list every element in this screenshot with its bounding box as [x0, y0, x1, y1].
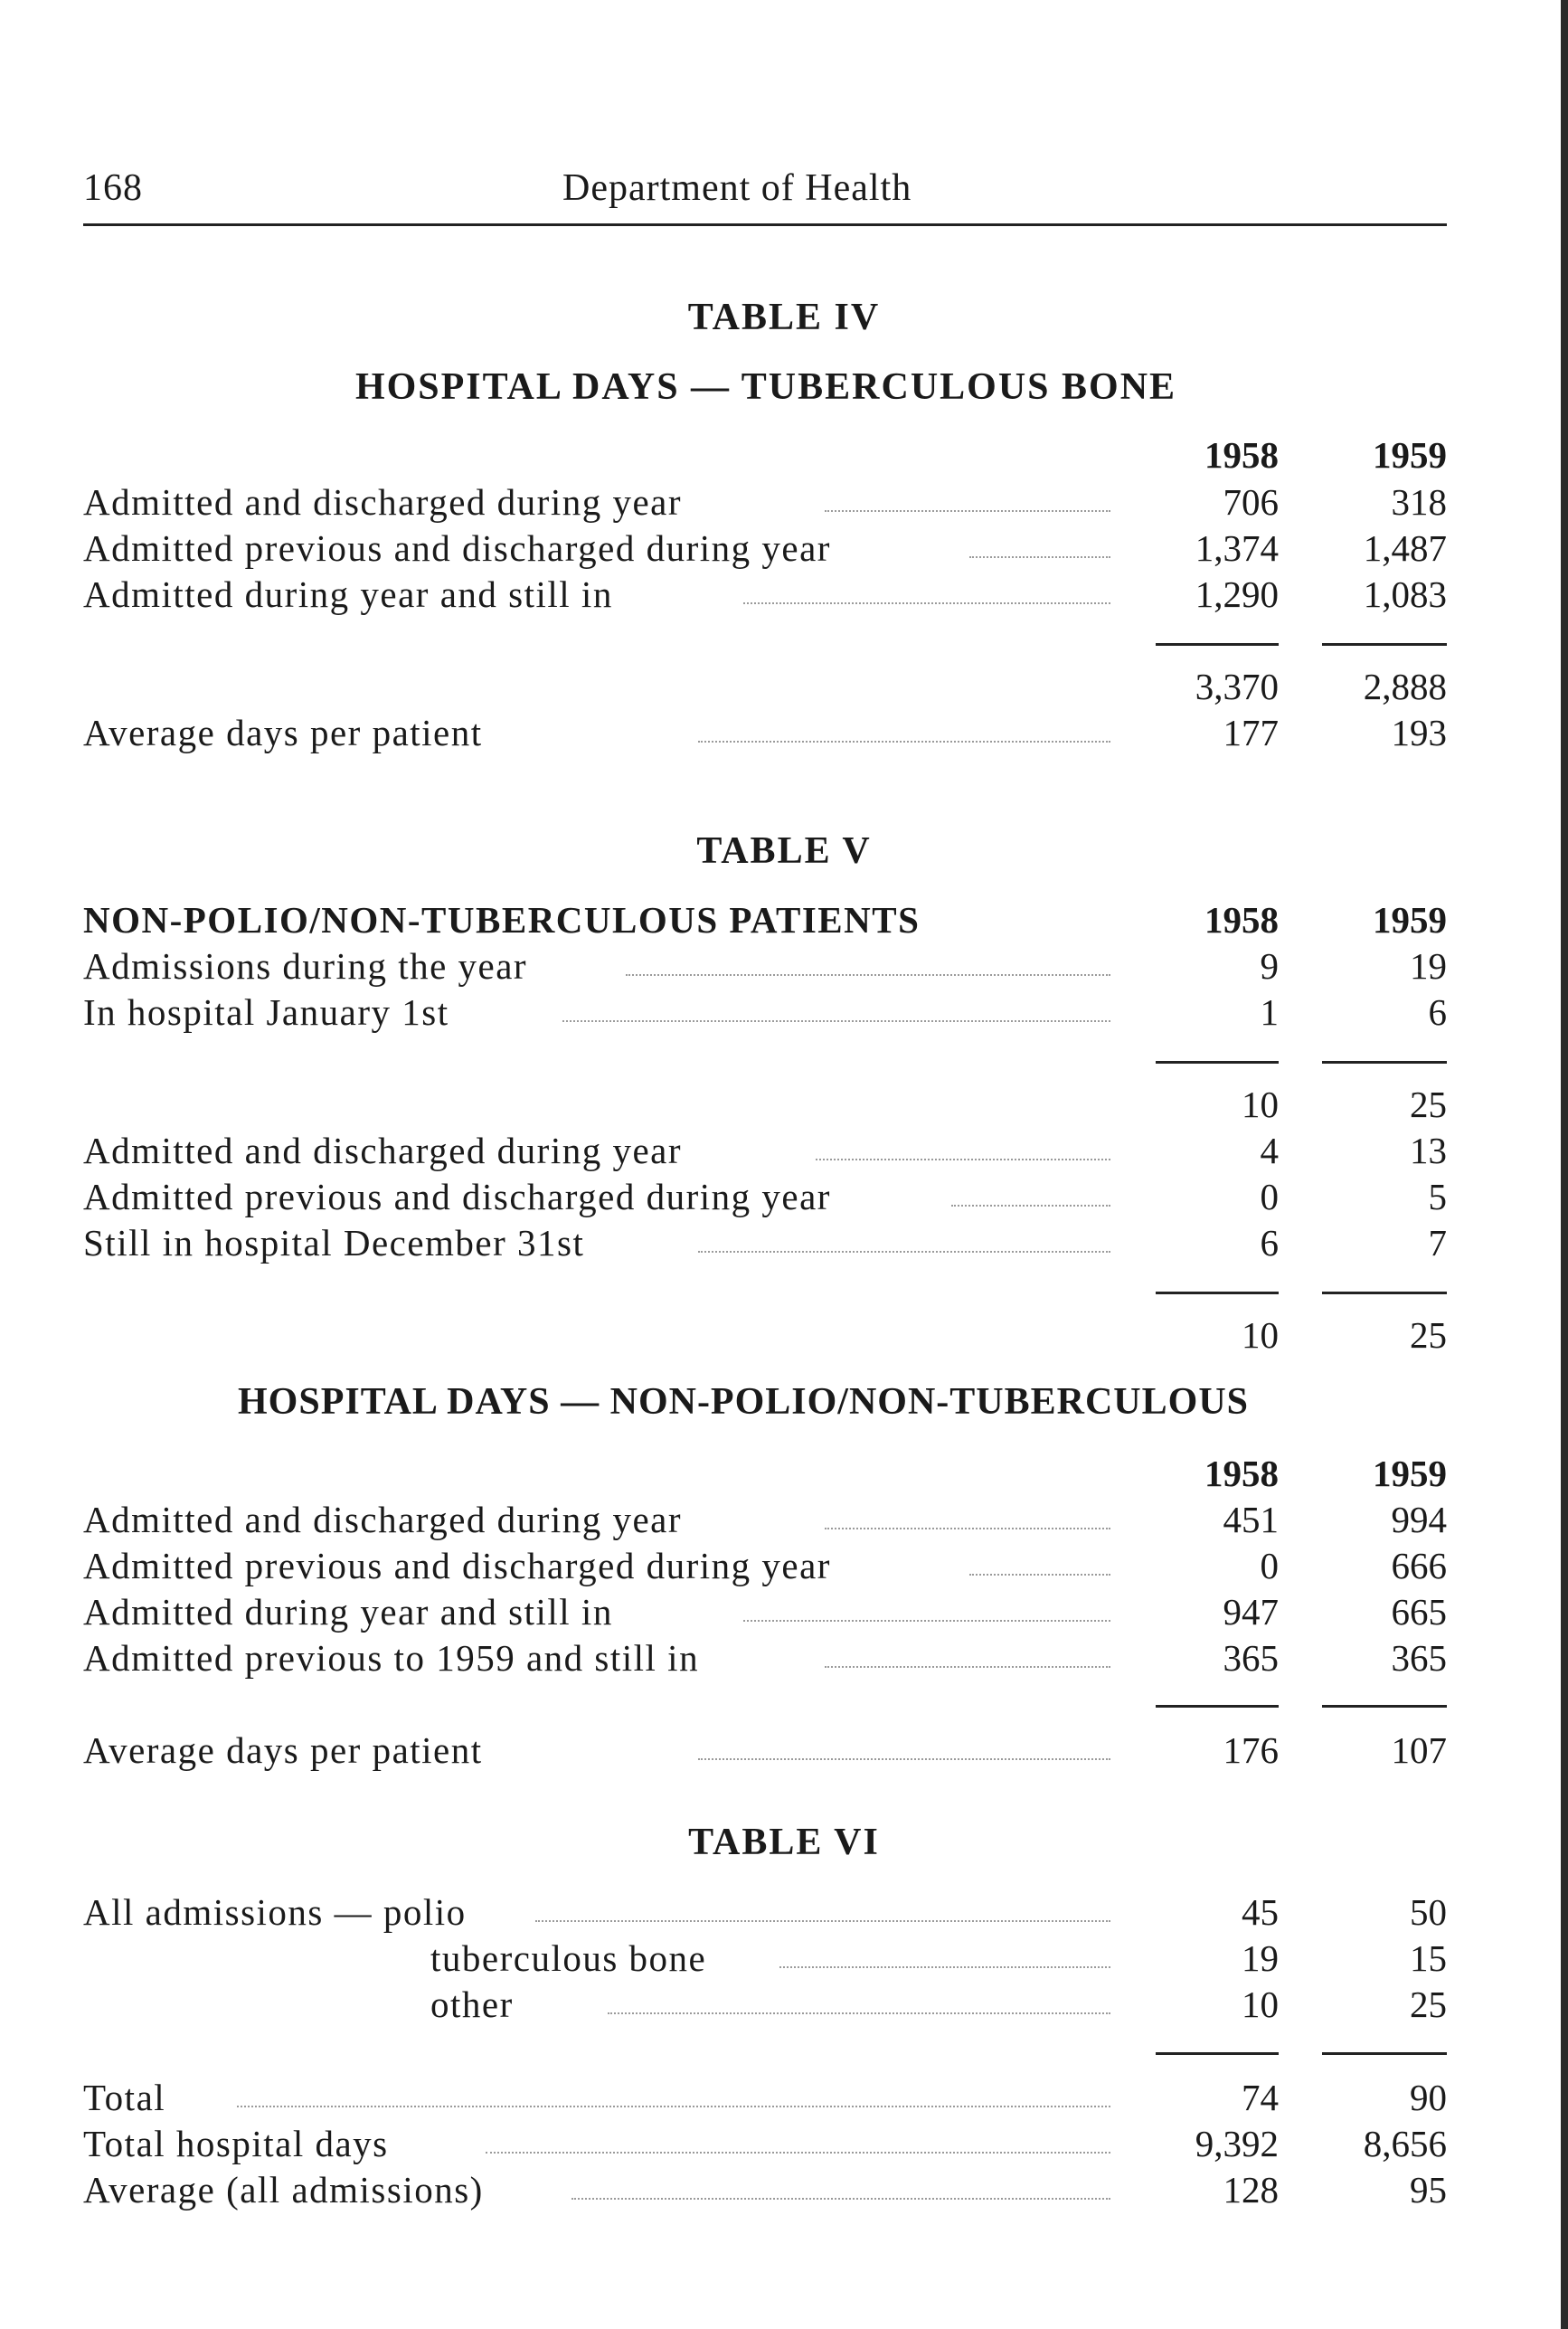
row-label: Average days per patient: [83, 1729, 483, 1771]
leader-dots: [698, 1758, 1110, 1760]
value-1959: 50: [1410, 1891, 1447, 1933]
value-1958: 177: [1223, 712, 1279, 753]
leader-dots: [535, 1920, 1110, 1922]
leader-dots: [969, 1574, 1110, 1576]
value-1959: 7: [1428, 1222, 1447, 1264]
sum-rule: [1322, 1705, 1447, 1708]
value-1958: 4: [1260, 1130, 1279, 1171]
sum-rule: [1322, 1292, 1447, 1294]
leader-dots: [571, 2198, 1110, 2200]
total-1958: 3,370: [1195, 666, 1279, 707]
table-row: [83, 1129, 1447, 1174]
leader-dots: [816, 1159, 1110, 1160]
value-1958: 10: [1242, 1983, 1279, 2025]
table-iv-subtitle: HOSPITAL DAYS — TUBERCULOUS BONE: [354, 366, 1177, 408]
table-row: [83, 1936, 1447, 1982]
value-1958: 947: [1223, 1591, 1279, 1633]
table-row: [83, 480, 1447, 525]
total-row: [83, 2076, 1447, 2121]
value-1959: 19: [1410, 945, 1447, 987]
hospital-days-nonpolio-title: HOSPITAL DAYS — NON-POLIO/NON-TUBERCULOUS: [238, 1381, 1250, 1423]
sum-rule: [1322, 643, 1447, 646]
row-label: All admissions — polio: [83, 1891, 467, 1933]
year-1959: 1959: [1373, 434, 1447, 476]
value-1958: 128: [1223, 2169, 1279, 2211]
table-v-heading: NON-POLIO/NON-TUBERCULOUS PATIENTS: [83, 899, 921, 941]
average-row: [83, 711, 1447, 756]
row-label: Admitted during year and still in: [83, 1591, 613, 1633]
leader-dots: [698, 1251, 1110, 1253]
leader-dots: [698, 741, 1110, 743]
sum-rule: [1156, 2052, 1279, 2055]
row-label: Average days per patient: [83, 712, 483, 753]
leader-dots: [743, 602, 1110, 604]
row-label: other: [430, 1983, 514, 2025]
row-label: Admitted and discharged during year: [83, 1130, 683, 1171]
leader-dots: [608, 2012, 1110, 2014]
page-number: 168: [83, 167, 143, 209]
total-1959: 25: [1410, 1314, 1447, 1356]
table-iv-title: TABLE IV: [687, 297, 881, 338]
row-label: Admitted and discharged during year: [83, 481, 683, 523]
table-v-title: TABLE V: [696, 830, 872, 872]
table-row: [83, 2168, 1447, 2213]
value-1958: 706: [1223, 481, 1279, 523]
subtotal-1959: 25: [1410, 1084, 1447, 1125]
year-1958: 1958: [1204, 1453, 1279, 1494]
value-1958: 6: [1260, 1222, 1279, 1264]
value-1959: 8,656: [1363, 2123, 1447, 2164]
table-row: [83, 1590, 1447, 1635]
page-edge-shadow: [1561, 0, 1568, 2329]
table-iv-year-header: [83, 433, 1447, 478]
leader-dots: [825, 1528, 1110, 1529]
value-1959: 5: [1428, 1176, 1447, 1217]
value-1958: 365: [1223, 1637, 1279, 1679]
value-1958: 176: [1223, 1729, 1279, 1771]
row-label: Total: [83, 2077, 166, 2118]
value-1959: 193: [1391, 712, 1447, 753]
leader-dots: [237, 2106, 1110, 2107]
value-1958: 451: [1223, 1499, 1279, 1540]
value-1958: 45: [1242, 1891, 1279, 1933]
row-label: Admitted during year and still in: [83, 573, 613, 615]
sum-rule: [1156, 643, 1279, 646]
value-1959: 15: [1410, 1937, 1447, 1979]
total-1958: 10: [1242, 1314, 1279, 1356]
value-1959: 107: [1391, 1729, 1447, 1771]
table-row: [83, 1983, 1447, 2028]
table-row: [83, 1544, 1447, 1589]
table-row: [83, 944, 1447, 989]
total-row: [83, 665, 1447, 710]
leader-dots: [969, 556, 1110, 558]
average-row: [83, 1728, 1447, 1774]
year-header: [83, 1452, 1447, 1497]
row-label: Admitted previous to 1959 and still in: [83, 1637, 700, 1679]
table-row: [83, 1175, 1447, 1220]
value-1959: 994: [1391, 1499, 1447, 1540]
sum-rule: [1156, 1292, 1279, 1294]
sum-rule: [1322, 2052, 1447, 2055]
total-1959: 2,888: [1363, 666, 1447, 707]
table-row: [83, 1636, 1447, 1681]
table-vi-title: TABLE VI: [688, 1822, 880, 1863]
row-label: Average (all admissions): [83, 2169, 484, 2211]
value-1958: 19: [1242, 1937, 1279, 1979]
year-1958: 1958: [1204, 434, 1279, 476]
table-row: [83, 1221, 1447, 1266]
row-label: Admitted previous and discharged during year: [83, 1545, 831, 1586]
row-label: Total hospital days: [83, 2123, 389, 2164]
value-1959: 365: [1391, 1637, 1447, 1679]
value-1958: 1: [1260, 991, 1279, 1033]
value-1959: 25: [1410, 1983, 1447, 2025]
table-v-heading-row: [83, 898, 1447, 943]
subtotal-1958: 10: [1242, 1084, 1279, 1125]
value-1958: 9,392: [1195, 2123, 1279, 2164]
value-1958: 1,290: [1195, 573, 1279, 615]
total-row: [83, 1313, 1447, 1359]
value-1959: 13: [1410, 1130, 1447, 1171]
value-1959: 318: [1391, 481, 1447, 523]
value-1958: 9: [1260, 945, 1279, 987]
table-row: [83, 1498, 1447, 1543]
running-title: Department of Health: [562, 167, 912, 209]
leader-dots: [562, 1020, 1110, 1022]
sum-rule: [1322, 1061, 1447, 1064]
value-1959: 666: [1391, 1545, 1447, 1586]
year-1959: 1959: [1373, 1453, 1447, 1494]
table-row: [83, 573, 1447, 618]
value-1958: 0: [1260, 1545, 1279, 1586]
row-label: Still in hospital December 31st: [83, 1222, 585, 1264]
leader-dots: [486, 2152, 1110, 2154]
value-1959: 6: [1428, 991, 1447, 1033]
value-1958: 1,374: [1195, 527, 1279, 569]
leader-dots: [825, 510, 1110, 512]
row-label: In hospital January 1st: [83, 991, 449, 1033]
value-1959: 1,083: [1363, 573, 1447, 615]
table-row: [83, 990, 1447, 1036]
leader-dots: [626, 974, 1110, 976]
sum-rule: [1156, 1061, 1279, 1064]
value-1958: 74: [1242, 2077, 1279, 2118]
leader-dots: [779, 1966, 1110, 1968]
subtotal-row: [83, 1083, 1447, 1128]
value-1959: 90: [1410, 2077, 1447, 2118]
sum-rule: [1156, 1705, 1279, 1708]
table-row: [83, 2122, 1447, 2167]
value-1959: 1,487: [1363, 527, 1447, 569]
leader-dots: [743, 1620, 1110, 1622]
leader-dots: [825, 1666, 1110, 1668]
header-rule: [83, 223, 1447, 226]
row-label: Admitted previous and discharged during year: [83, 1176, 831, 1217]
row-label: Admissions during the year: [83, 945, 528, 987]
value-1958: 0: [1260, 1176, 1279, 1217]
table-row: [83, 1890, 1447, 1936]
year-1958: 1958: [1204, 899, 1279, 941]
row-label: Admitted and discharged during year: [83, 1499, 683, 1540]
year-1959: 1959: [1373, 899, 1447, 941]
table-row: [83, 526, 1447, 572]
row-label: tuberculous bone: [430, 1937, 707, 1979]
leader-dots: [951, 1205, 1110, 1207]
row-label: Admitted previous and discharged during year: [83, 527, 831, 569]
value-1959: 665: [1391, 1591, 1447, 1633]
value-1959: 95: [1410, 2169, 1447, 2211]
